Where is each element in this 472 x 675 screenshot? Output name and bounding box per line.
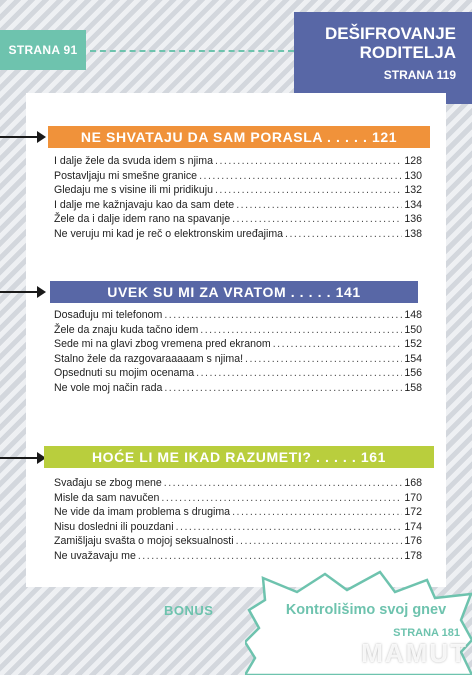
section-banner-2	[50, 281, 418, 303]
section-banner-1	[48, 126, 430, 148]
toc-item: Zamišljaju svašta o mojoj seksualnosti ..... 176	[54, 534, 422, 549]
section-banner-2-label: UVEK SU MI ZA VRATOM . . . . . 141	[107, 284, 361, 300]
section-3-list	[54, 476, 422, 564]
bonus-title: Kontrolišimo svoj gnev	[285, 602, 447, 618]
toc-item: Gledaju me s visine ili mi pridikuju ..... 132	[54, 183, 422, 198]
bonus-label: BONUS	[164, 603, 214, 618]
section-banner-3-label: HOĆE LI ME IKAD RAZUMETI? . . . . . 161	[91, 449, 387, 465]
dashed-connector	[90, 50, 294, 52]
toc-item: Žele da znaju kuda tačno idem ..... 150	[54, 323, 422, 338]
bonus-page: STRANA 181	[393, 627, 460, 639]
toc-item: Sede mi na glavi zbog vremena pred ekranom ..... 152	[54, 337, 422, 352]
chapter-page: STRANA 119	[383, 68, 456, 82]
toc-item: Ne veruju mi kad je reč o elektronskim uređajima ..... 138	[54, 227, 422, 242]
watermark-logo: MAMUT	[361, 638, 468, 668]
toc-item: I dalje me kažnjavaju kao da sam dete ..... 134	[54, 198, 422, 213]
toc-item: Stalno žele da razgovaraaaaam s njima! ..... 154	[54, 352, 422, 367]
toc-item: Dosađuju mi telefonom ..... 148	[54, 308, 422, 323]
arrow-right-icon	[0, 457, 44, 459]
section-banner-3	[44, 446, 434, 468]
chapter-title-line2: RODITELJA	[359, 43, 456, 62]
toc-item: I dalje žele da svuda idem s njima ..... 128	[54, 154, 422, 169]
toc-item: Misle da sam navučen ..... 170	[54, 491, 422, 506]
toc-item: Žele da i dalje idem rano na spavanje ..... 136	[54, 212, 422, 227]
strana-91-tag	[0, 30, 86, 70]
strana-91-label: STRANA 91	[8, 43, 78, 57]
toc-item: Ne uvažavaju me ..... 178	[54, 549, 422, 564]
toc-item: Opsednuti su mojim ocenama ..... 156	[54, 366, 422, 381]
arrow-right-icon	[0, 136, 44, 138]
section-2-list	[54, 308, 422, 396]
toc-item: Ne vide da imam problema s drugima ..... 172	[54, 505, 422, 520]
toc-item: Postavljaju mi smešne granice ..... 130	[54, 169, 422, 184]
toc-item: Nisu dosledni ili pouzdani ..... 174	[54, 520, 422, 535]
toc-item: Ne vole moj način rada ..... 158	[54, 381, 422, 396]
toc-item: Svađaju se zbog mene ..... 168	[54, 476, 422, 491]
arrow-right-icon	[0, 291, 44, 293]
desifrovanje-roditelja-tag	[294, 12, 472, 104]
section-1-list	[54, 154, 422, 242]
chapter-title-line1: DEŠIFROVANJE	[325, 24, 456, 43]
section-banner-1-label: NE SHVATAJU DA SAM PORASLA . . . . . 121	[80, 129, 398, 145]
